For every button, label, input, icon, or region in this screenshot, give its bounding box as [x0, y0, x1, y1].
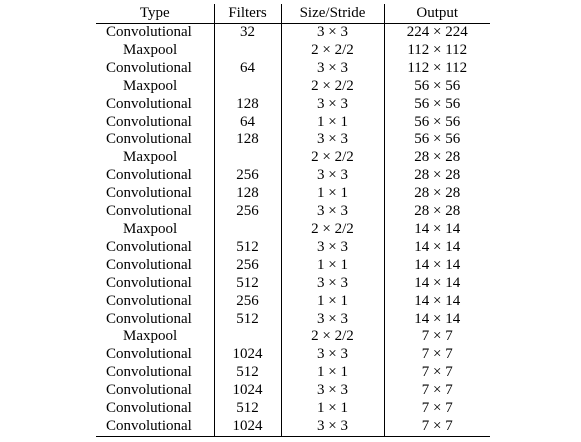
layer-type: Convolutional — [106, 185, 192, 202]
layer-size-stride: 3 × 3 — [281, 382, 384, 400]
layer-size-stride: 1 × 1 — [281, 364, 384, 382]
layer-type: Convolutional — [106, 95, 192, 112]
layer-type: Convolutional — [106, 256, 192, 273]
layer-output: 28 × 28 — [384, 185, 490, 203]
layer-output: 14 × 14 — [384, 221, 490, 239]
layer-size-stride: 3 × 3 — [281, 131, 384, 149]
layer-output: 7 × 7 — [384, 346, 490, 364]
table-row — [96, 203, 490, 221]
layer-size-stride: 1 × 1 — [281, 114, 384, 132]
layer-size-stride: 3 × 3 — [281, 96, 384, 114]
layer-filters: 32 — [214, 24, 281, 42]
layer-type: Convolutional — [106, 346, 192, 363]
layer-output: 56 × 56 — [384, 96, 490, 114]
layer-size-stride: 2 × 2/2 — [281, 221, 384, 239]
table-row — [96, 42, 490, 60]
table-row — [96, 167, 490, 185]
layer-filters: 1024 — [214, 382, 281, 400]
table-row — [96, 382, 490, 400]
layer-type: Convolutional — [106, 24, 192, 40]
layer-output: 28 × 28 — [384, 149, 490, 167]
layer-size-stride: 3 × 3 — [281, 275, 384, 293]
layer-filters: 256 — [214, 257, 281, 275]
layer-output: 28 × 28 — [384, 167, 490, 185]
layer-size-stride: 2 × 2/2 — [281, 78, 384, 96]
layer-type: Maxpool — [123, 149, 178, 166]
layer-size-stride: 3 × 3 — [281, 418, 384, 436]
table-row — [96, 131, 490, 149]
table-row — [96, 418, 490, 436]
layer-filters: 512 — [214, 275, 281, 293]
layer-size-stride: 3 × 3 — [281, 60, 384, 78]
table-row — [96, 364, 490, 382]
layer-filters: 256 — [214, 293, 281, 311]
layer-output: 14 × 14 — [384, 293, 490, 311]
layer-type: Convolutional — [106, 59, 192, 76]
layer-output: 28 × 28 — [384, 203, 490, 221]
architecture-table-container — [96, 4, 490, 437]
layer-size-stride: 1 × 1 — [281, 400, 384, 418]
table-row — [96, 60, 490, 78]
table-row — [96, 275, 490, 293]
layer-filters: 128 — [214, 96, 281, 114]
layer-type: Convolutional — [106, 131, 192, 148]
architecture-table — [96, 4, 490, 437]
header-filters: Filters — [214, 4, 281, 24]
layer-output: 14 × 14 — [384, 275, 490, 293]
layer-output: 14 × 14 — [384, 239, 490, 257]
table-row — [96, 24, 490, 42]
header-type: Type — [96, 4, 214, 24]
table-row — [96, 78, 490, 96]
table-row — [96, 257, 490, 275]
layer-filters: 512 — [214, 311, 281, 329]
layer-filters: 512 — [214, 364, 281, 382]
table-row — [96, 185, 490, 203]
layer-filters — [214, 328, 281, 346]
table-row — [96, 221, 490, 239]
layer-size-stride: 1 × 1 — [281, 185, 384, 203]
layer-type: Convolutional — [106, 238, 192, 255]
layer-filters: 256 — [214, 203, 281, 221]
layer-output: 7 × 7 — [384, 364, 490, 382]
layer-filters: 1024 — [214, 346, 281, 364]
layer-type: Convolutional — [106, 310, 192, 327]
layer-size-stride: 2 × 2/2 — [281, 149, 384, 167]
layer-type: Convolutional — [106, 400, 192, 417]
layer-type: Convolutional — [106, 292, 192, 309]
header-size-stride: Size/Stride — [281, 4, 384, 24]
table-body — [96, 24, 490, 437]
layer-size-stride: 1 × 1 — [281, 293, 384, 311]
layer-output: 224 × 224 — [384, 24, 490, 42]
layer-size-stride: 2 × 2/2 — [281, 42, 384, 60]
layer-output: 7 × 7 — [384, 418, 490, 436]
header-output: Output — [384, 4, 490, 24]
layer-output: 7 × 7 — [384, 400, 490, 418]
layer-filters — [214, 42, 281, 60]
layer-size-stride: 1 × 1 — [281, 257, 384, 275]
table-row — [96, 114, 490, 132]
layer-output: 14 × 14 — [384, 257, 490, 275]
layer-output: 7 × 7 — [384, 382, 490, 400]
layer-output: 7 × 7 — [384, 328, 490, 346]
layer-size-stride: 3 × 3 — [281, 239, 384, 257]
layer-filters: 256 — [214, 167, 281, 185]
layer-filters: 1024 — [214, 418, 281, 436]
layer-output: 56 × 56 — [384, 78, 490, 96]
layer-filters: 512 — [214, 239, 281, 257]
table-header-row — [96, 4, 490, 24]
layer-filters: 64 — [214, 60, 281, 78]
layer-type: Convolutional — [96, 418, 214, 436]
layer-size-stride: 3 × 3 — [281, 24, 384, 42]
layer-filters: 128 — [214, 131, 281, 149]
table-row — [96, 96, 490, 114]
layer-type: Maxpool — [123, 77, 178, 94]
layer-type: Convolutional — [106, 167, 192, 184]
table-row — [96, 328, 490, 346]
layer-size-stride: 2 × 2/2 — [281, 328, 384, 346]
table-row — [96, 239, 490, 257]
layer-output: 112 × 112 — [384, 42, 490, 60]
layer-filters: 512 — [214, 400, 281, 418]
layer-filters: 128 — [214, 185, 281, 203]
layer-type: Convolutional — [106, 203, 192, 220]
layer-output: 56 × 56 — [384, 114, 490, 132]
layer-size-stride: 3 × 3 — [281, 167, 384, 185]
table-row — [96, 400, 490, 418]
layer-output: 56 × 56 — [384, 131, 490, 149]
table-row — [96, 293, 490, 311]
layer-type: Convolutional — [106, 382, 192, 399]
layer-size-stride: 3 × 3 — [281, 203, 384, 221]
layer-filters: 64 — [214, 114, 281, 132]
layer-size-stride: 3 × 3 — [281, 346, 384, 364]
table-row — [96, 149, 490, 167]
table-row — [96, 346, 490, 364]
layer-filters — [214, 221, 281, 239]
layer-type: Maxpool — [123, 328, 178, 345]
layer-output: 112 × 112 — [384, 60, 490, 78]
layer-type: Maxpool — [123, 41, 178, 58]
layer-size-stride: 3 × 3 — [281, 311, 384, 329]
layer-output: 14 × 14 — [384, 311, 490, 329]
layer-type: Convolutional — [106, 274, 192, 291]
layer-type: Convolutional — [106, 364, 192, 381]
layer-filters — [214, 149, 281, 167]
layer-filters — [214, 78, 281, 96]
layer-type: Maxpool — [123, 220, 178, 237]
layer-type: Convolutional — [106, 113, 192, 130]
table-row — [96, 311, 490, 329]
